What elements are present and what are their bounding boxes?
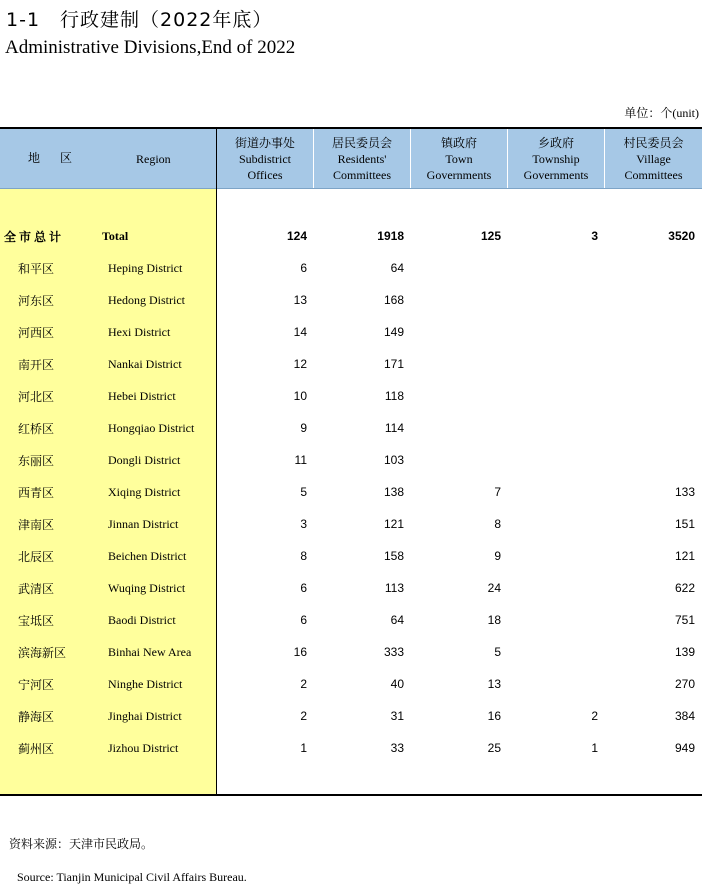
region-name-en: Jinnan District bbox=[108, 517, 179, 531]
table-row bbox=[0, 540, 702, 572]
region-name-cn: 滨海新区 bbox=[18, 646, 67, 660]
header-col5-en1: Village bbox=[636, 151, 671, 166]
village-committees-value: 3520 bbox=[668, 229, 695, 243]
residents-committees-value: 171 bbox=[383, 357, 404, 371]
header-col4-en1: Township bbox=[532, 151, 580, 166]
village-committees-value: 139 bbox=[674, 645, 695, 659]
residents-committees-value: 149 bbox=[383, 325, 404, 339]
region-name-cn: 蓟州区 bbox=[18, 742, 55, 756]
region-name-cn: 全市总计 bbox=[4, 230, 65, 244]
table-bottom-rule bbox=[0, 794, 702, 796]
region-name-cn: 河北区 bbox=[18, 390, 55, 404]
town-governments-value: 7 bbox=[494, 485, 501, 499]
subdistrict-offices-value: 14 bbox=[293, 325, 307, 339]
table-title-cn: 1-1 行政建制（2022年底） bbox=[6, 9, 273, 31]
table-row bbox=[0, 412, 702, 444]
region-name-en: Jizhou District bbox=[108, 741, 179, 755]
subdistrict-offices-value: 10 bbox=[293, 389, 307, 403]
residents-committees-value: 31 bbox=[390, 709, 404, 723]
region-name-en: Wuqing District bbox=[108, 581, 186, 595]
village-committees-value: 949 bbox=[674, 741, 695, 755]
subdistrict-offices-value: 1 bbox=[300, 741, 307, 755]
region-name-en: Baodi District bbox=[108, 613, 176, 627]
header-region-cn: 地 区 bbox=[28, 151, 77, 165]
region-name-cn: 东丽区 bbox=[18, 454, 55, 468]
region-name-cn: 北辰区 bbox=[18, 550, 55, 564]
township-governments-value: 1 bbox=[591, 741, 598, 755]
region-name-en: Ninghe District bbox=[108, 677, 183, 691]
region-name-en: Hongqiao District bbox=[108, 421, 195, 435]
town-governments-value: 18 bbox=[487, 613, 501, 627]
region-name-en: Xiqing District bbox=[108, 485, 181, 499]
region-name-en: Jinghai District bbox=[108, 709, 182, 723]
residents-committees-value: 121 bbox=[383, 517, 404, 531]
region-name-cn: 河西区 bbox=[18, 326, 55, 340]
source-note-en: Source: Tianjin Municipal Civil Affairs Bureau. bbox=[17, 870, 247, 884]
table-title-en: Administrative Divisions,End of 2022 bbox=[5, 37, 296, 58]
town-governments-value: 13 bbox=[487, 677, 501, 691]
region-name-en: Heping District bbox=[108, 261, 183, 275]
header-col3-en2: Governments bbox=[426, 167, 492, 182]
residents-committees-value: 103 bbox=[383, 453, 404, 467]
subdistrict-offices-value: 124 bbox=[286, 229, 307, 243]
header-col5-cn: 村民委员会 bbox=[623, 135, 684, 150]
region-name-en: Hexi District bbox=[108, 325, 171, 339]
town-governments-value: 16 bbox=[487, 709, 501, 723]
village-committees-value: 622 bbox=[674, 581, 695, 595]
village-committees-value: 151 bbox=[674, 517, 695, 531]
town-governments-value: 9 bbox=[494, 549, 501, 563]
header-col2-en1: Residents' bbox=[337, 151, 387, 166]
table-row bbox=[0, 700, 702, 732]
village-committees-value: 121 bbox=[674, 549, 695, 563]
table-header bbox=[0, 129, 702, 188]
township-governments-value: 2 bbox=[591, 709, 598, 723]
village-committees-value: 133 bbox=[674, 485, 695, 499]
header-township-governments bbox=[508, 129, 604, 188]
header-town-governments bbox=[411, 129, 507, 188]
village-committees-value: 270 bbox=[674, 677, 695, 691]
subdistrict-offices-value: 2 bbox=[300, 709, 307, 723]
residents-committees-value: 64 bbox=[390, 261, 404, 275]
region-name-cn: 静海区 bbox=[18, 710, 55, 724]
region-name-en: Binhai New Area bbox=[108, 645, 192, 659]
residents-committees-value: 118 bbox=[384, 389, 404, 403]
residents-committees-value: 158 bbox=[383, 549, 404, 563]
region-name-en: Hedong District bbox=[108, 293, 185, 307]
residents-committees-value: 138 bbox=[383, 485, 404, 499]
residents-committees-value: 333 bbox=[383, 645, 404, 659]
header-col3-en1: Town bbox=[445, 151, 473, 166]
subdistrict-offices-value: 5 bbox=[300, 485, 307, 499]
table-row bbox=[0, 252, 702, 284]
table-row bbox=[0, 380, 702, 412]
unit-label: 单位：个(unit) bbox=[624, 106, 699, 120]
header-region-en: Region bbox=[136, 152, 171, 166]
region-name-en: Beichen District bbox=[108, 549, 187, 563]
residents-committees-value: 113 bbox=[384, 581, 404, 595]
residents-committees-value: 33 bbox=[390, 741, 404, 755]
region-name-cn: 武清区 bbox=[18, 582, 55, 596]
header-region bbox=[0, 129, 216, 188]
table-row bbox=[0, 476, 702, 508]
region-name-cn: 西青区 bbox=[18, 486, 55, 500]
table-row-total bbox=[0, 220, 702, 252]
region-name-cn: 宝坻区 bbox=[18, 614, 55, 628]
subdistrict-offices-value: 13 bbox=[293, 293, 307, 307]
header-col4-en2: Governments bbox=[523, 167, 589, 182]
header-col4-cn: 乡政府 bbox=[537, 135, 574, 150]
header-col3-cn: 镇政府 bbox=[440, 135, 477, 150]
table-row bbox=[0, 348, 702, 380]
region-name-en: Hebei District bbox=[108, 389, 176, 403]
region-name-cn: 红桥区 bbox=[18, 422, 55, 436]
header-col1-cn: 街道办事处 bbox=[234, 135, 295, 150]
subdistrict-offices-value: 9 bbox=[300, 421, 307, 435]
table-row bbox=[0, 284, 702, 316]
residents-committees-value: 40 bbox=[390, 677, 404, 691]
residents-committees-value: 1918 bbox=[377, 229, 404, 243]
subdistrict-offices-value: 6 bbox=[300, 261, 307, 275]
town-governments-value: 8 bbox=[494, 517, 501, 531]
subdistrict-offices-value: 6 bbox=[300, 581, 307, 595]
subdistrict-offices-value: 11 bbox=[294, 453, 307, 467]
table-row bbox=[0, 444, 702, 476]
village-committees-value: 751 bbox=[674, 613, 695, 627]
residents-committees-value: 168 bbox=[383, 293, 404, 307]
header-col2-cn: 居民委员会 bbox=[331, 135, 392, 150]
region-name-cn: 津南区 bbox=[18, 518, 55, 532]
header-village-committees bbox=[605, 129, 702, 188]
subdistrict-offices-value: 6 bbox=[300, 613, 307, 627]
header-residents-committees bbox=[314, 129, 410, 188]
residents-committees-value: 64 bbox=[390, 613, 404, 627]
table-row bbox=[0, 636, 702, 668]
region-name-en: Nankai District bbox=[108, 357, 182, 371]
town-governments-value: 125 bbox=[480, 229, 501, 243]
source-note-cn: 资料来源：天津市民政局。 bbox=[9, 837, 154, 851]
table-row bbox=[0, 572, 702, 604]
header-col1-en2: Offices bbox=[247, 167, 283, 182]
town-governments-value: 24 bbox=[487, 581, 501, 595]
region-name-en: Dongli District bbox=[108, 453, 181, 467]
header-col5-en2: Committees bbox=[624, 167, 683, 182]
header-col2-en2: Committees bbox=[333, 167, 391, 182]
town-governments-value: 25 bbox=[487, 741, 501, 755]
table-row bbox=[0, 604, 702, 636]
subdistrict-offices-value: 12 bbox=[293, 357, 307, 371]
township-governments-value: 3 bbox=[591, 229, 598, 243]
table-row bbox=[0, 732, 702, 764]
subdistrict-offices-value: 3 bbox=[300, 517, 307, 531]
town-governments-value: 5 bbox=[494, 645, 501, 659]
header-col1-en1: Subdistrict bbox=[238, 151, 291, 166]
header-subdistrict-offices bbox=[217, 129, 313, 188]
region-name-cn: 南开区 bbox=[18, 358, 55, 372]
subdistrict-offices-value: 16 bbox=[293, 645, 307, 659]
subdistrict-offices-value: 8 bbox=[300, 549, 307, 563]
table-row bbox=[0, 508, 702, 540]
region-name-cn: 宁河区 bbox=[18, 678, 55, 692]
divisions-table bbox=[0, 127, 702, 797]
table-row bbox=[0, 316, 702, 348]
region-name-cn: 和平区 bbox=[18, 262, 55, 276]
region-name-cn: 河东区 bbox=[18, 294, 55, 308]
region-name-en: Total bbox=[102, 229, 129, 243]
residents-committees-value: 114 bbox=[384, 421, 404, 435]
subdistrict-offices-value: 2 bbox=[300, 677, 307, 691]
village-committees-value: 384 bbox=[674, 709, 695, 723]
table-row bbox=[0, 668, 702, 700]
